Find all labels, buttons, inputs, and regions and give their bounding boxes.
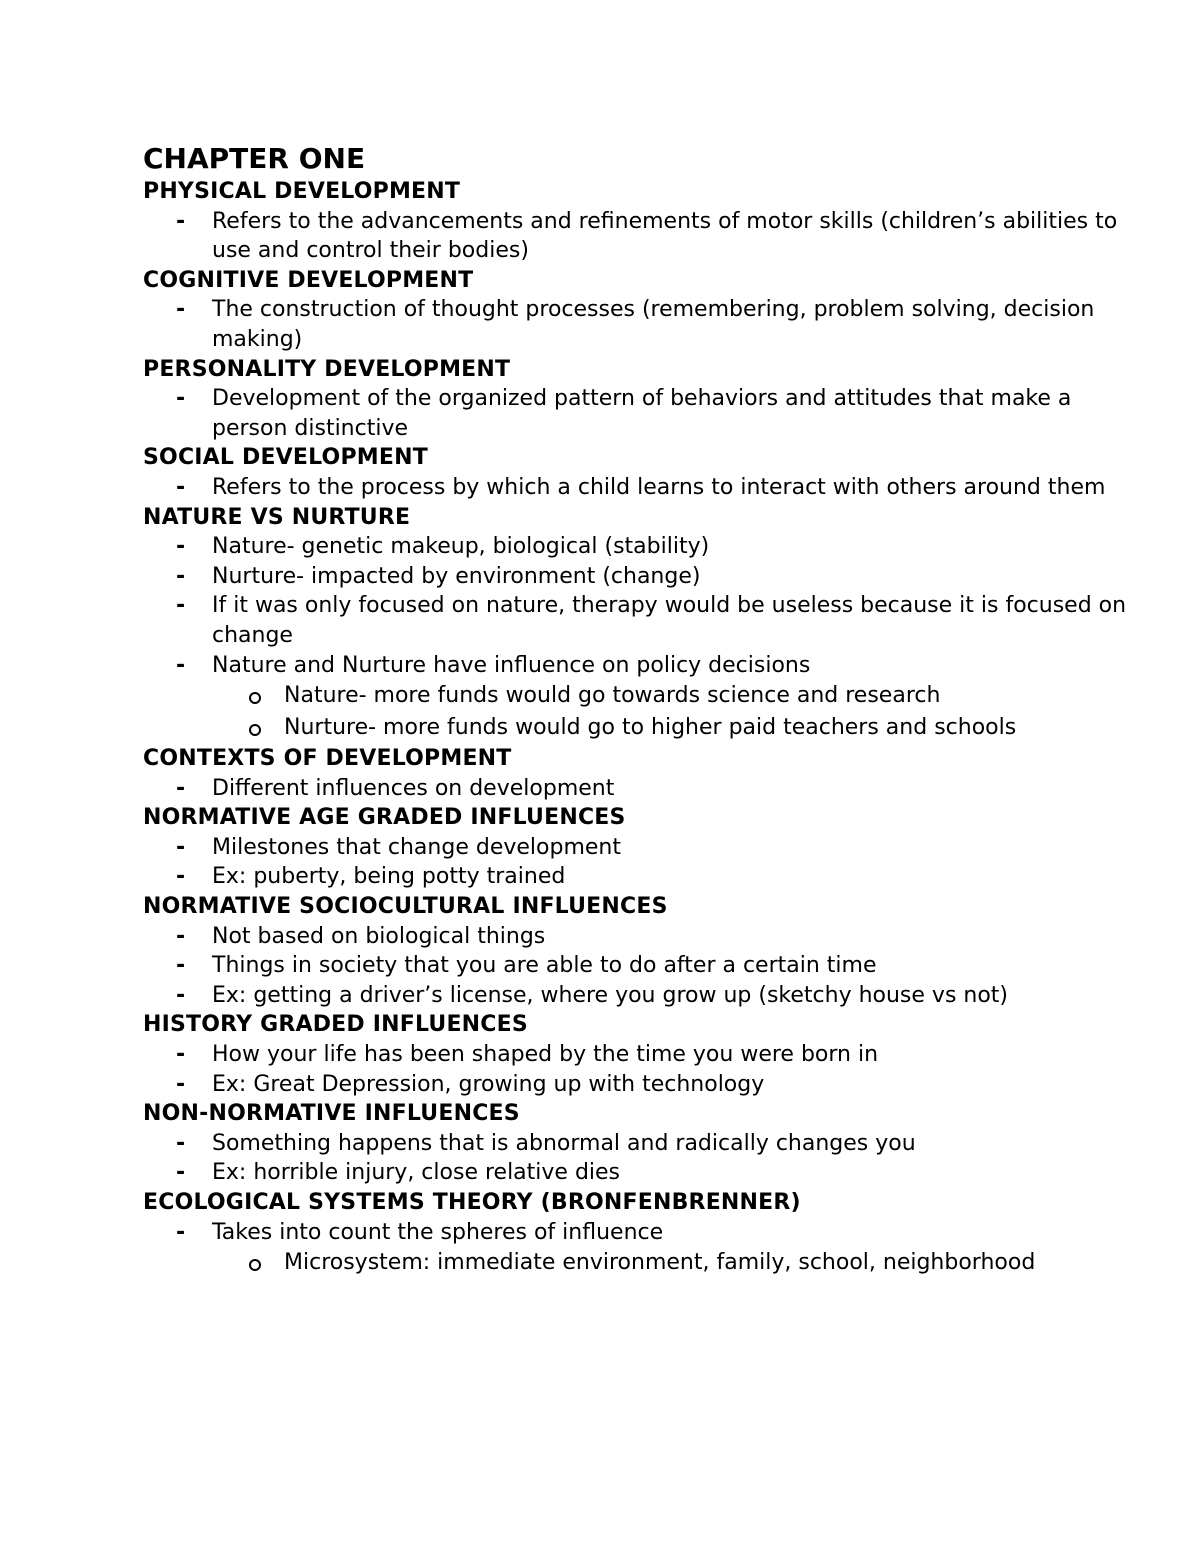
sub-bullet-text: Nature- more funds would go towards science and research [284,683,941,709]
section-heading: SOCIAL DEVELOPMENT [143,445,428,471]
dash-bullet-icon: - [176,1160,186,1186]
section-heading: PHYSICAL DEVELOPMENT [143,179,461,204]
section-heading: NORMATIVE SOCIOCULTURAL INFLUENCES [143,894,668,920]
dash-bullet-icon: - [176,923,186,949]
dash-bullet-icon: - [176,982,186,1008]
bullet-item [143,951,1143,981]
dash-bullet-icon: - [176,534,186,560]
circle-bullet-icon [249,1259,261,1271]
bullet-item [143,833,1143,863]
section-heading: HISTORY GRADED INFLUENCES [143,1012,528,1038]
bullet-text: Takes into count the spheres of influence [212,1219,664,1245]
bullet-text: Development of the organized pattern of behaviors and attitudes that make a person distinctive [212,386,1072,441]
bullet-text: The construction of thought processes (remembering, problem solving, decision making) [212,297,1095,352]
bullet-item [143,1070,1143,1100]
bullet-text: If it was only focused on nature, therapy would be useless because it is focused on change [212,593,1127,648]
dash-bullet-icon: - [176,652,186,678]
bullet-item [143,922,1143,952]
dash-bullet-icon: - [176,1071,186,1097]
section-heading: NON-NORMATIVE INFLUENCES [143,1101,520,1127]
bullet-text: Nature and Nurture have influence on policy decisions [212,652,811,678]
dash-bullet-icon: - [176,864,186,890]
section-heading: CONTEXTS OF DEVELOPMENT [143,746,512,772]
bullet-text: How your life has been shaped by the time you were born in [212,1042,879,1068]
bullet-text: Different influences on development [212,775,615,801]
bullet-text: Nurture- impacted by environment (change) [212,563,701,589]
section-heading: ECOLOGICAL SYSTEMS THEORY (BRONFENBRENNER) [143,1190,801,1215]
circle-bullet-icon [249,724,261,736]
bullet-text: Refers to the advancements and refinements of motor skills (children’s abilities to use and control their bodies) [212,208,1118,264]
bullet-item [143,1158,1143,1188]
bullet-item [143,981,1143,1011]
sub-bullet-text: Microsystem: immediate environment, family, school, neighborhood [284,1250,1036,1276]
sub-bullet-item [143,680,1143,712]
dash-bullet-icon: - [176,1130,186,1156]
bullet-text: Nature- genetic makeup, biological (stability) [212,534,710,560]
bullet-text: Things in society that you are able to do after a certain time [212,953,877,979]
bullet-text: Something happens that is abnormal and radically changes you [212,1130,916,1156]
section-heading: COGNITIVE DEVELOPMENT [143,267,474,293]
bullet-text: Milestones that change development [212,834,621,860]
dash-bullet-icon: - [176,1042,186,1068]
chapter-title: CHAPTER ONE [143,142,366,175]
dash-bullet-icon: - [176,775,186,801]
bullet-item [143,562,1143,592]
bullet-text: Ex: Great Depression, growing up with technology [212,1071,765,1097]
bullet-item [143,473,1143,503]
bullet-item [143,384,1143,443]
bullet-item [143,1040,1143,1070]
section-heading: PERSONALITY DEVELOPMENT [143,356,511,382]
bullet-item [143,295,1143,354]
sub-bullet-item [143,712,1143,744]
section-heading: NATURE VS NURTURE [143,504,411,530]
bullet-text: Refers to the process by which a child learns to interact with others around them [212,474,1106,500]
bullet-item [143,207,1143,266]
bullet-text: Ex: getting a driver’s license, where you grow up (sketchy house vs not) [212,982,1009,1008]
bullet-text: Ex: horrible injury, close relative dies [212,1160,621,1186]
document-content [143,141,1143,1279]
dash-bullet-icon: - [176,474,186,500]
circle-bullet-icon [249,692,261,704]
section-heading: NORMATIVE AGE GRADED INFLUENCES [143,805,626,831]
bullet-text: Not based on biological things [212,923,546,949]
dash-bullet-icon: - [176,208,186,234]
bullet-item [143,862,1143,892]
bullet-item [143,774,1143,804]
bullet-item [143,532,1143,562]
dash-bullet-icon: - [176,563,186,589]
sub-bullet-item [143,1247,1143,1279]
bullet-item [143,591,1143,650]
dash-bullet-icon: - [176,386,186,412]
bullet-text: Ex: puberty, being potty trained [212,864,566,890]
bullet-item [143,651,1143,681]
bullet-item [143,1129,1143,1159]
dash-bullet-icon: - [176,297,186,323]
dash-bullet-icon: - [176,953,186,979]
bullet-item [143,1218,1143,1248]
dash-bullet-icon: - [176,1219,186,1245]
dash-bullet-icon: - [176,593,186,619]
sub-bullet-text: Nurture- more funds would go to higher paid teachers and schools [284,715,1017,741]
dash-bullet-icon: - [176,834,186,860]
